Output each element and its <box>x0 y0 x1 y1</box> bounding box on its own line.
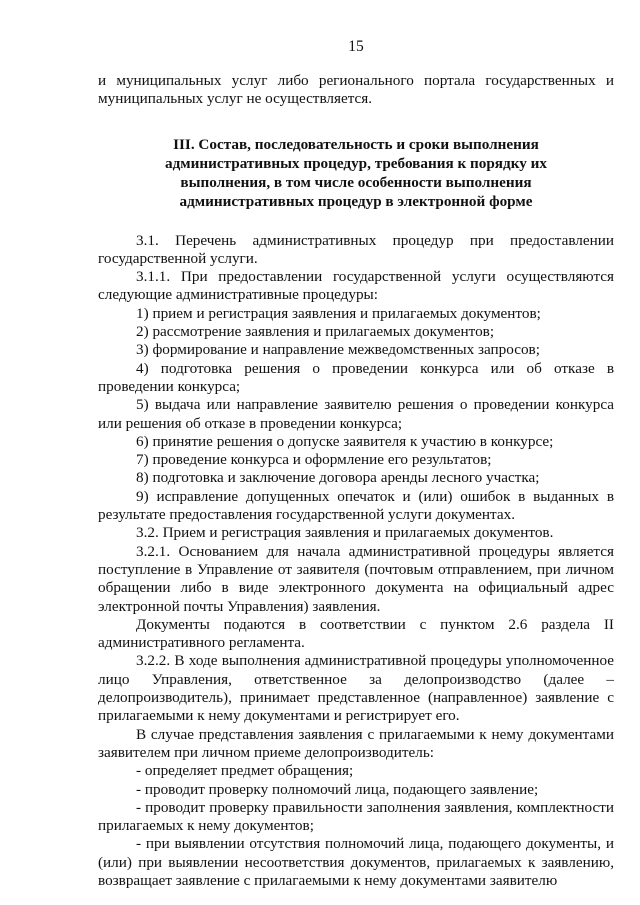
paragraph-list <box>98 232 614 891</box>
paragraph: - определяет предмет обращения; <box>136 762 354 780</box>
paragraph: - при выявлении отсутствия полномочий лица, подающего документы, и (или) при выявлении несоответствия документов, прилагаемых к заявлению, возвращает заявление с прилагаемыми к нему документами заявителю <box>98 835 614 889</box>
paragraph: 7) проведение конкурса и оформление его результатов; <box>136 451 492 469</box>
paragraph: 8) подготовка и заключение договора аренды лесного участка; <box>136 469 540 487</box>
paragraph: 2) рассмотрение заявления и прилагаемых документов; <box>136 323 495 341</box>
intro-paragraph: и муниципальных услуг либо регионального портала государственных и муниципальных услуг не осуществляется. <box>98 72 614 108</box>
paragraph: 3.1.1. При предоставлении государственной услуги осуществляются следующие административные процедуры: <box>98 268 614 304</box>
paragraph: 5) выдача или направление заявителю решения о проведении конкурса или решения об отказе в проведении конкурса; <box>98 396 614 432</box>
paragraph: 3.2.1. Основанием для начала административной процедуры является поступление в Управление от заявителя (почтовым отправлением, при личном обращении либо в виде электронного документа на официальный адрес электронной почты Управления) заявления. <box>98 542 614 615</box>
paragraph: 3.2. Прием и регистрация заявления и прилагаемых документов. <box>136 524 554 542</box>
section-heading: III. Состав, последовательность и сроки выполнения административных процедур, требования к порядку их выполнения, в том числе особенности выполнения административных процедур в электронной форме <box>165 135 547 210</box>
paragraph: 3) формирование и направление межведомственных запросов; <box>136 341 540 359</box>
paragraph: Документы подаются в соответствии с пунктом 2.6 раздела II административного регламента. <box>98 615 614 652</box>
paragraph: - проводит проверку правильности заполнения заявления, комплектности прилагаемых к нему документов; <box>98 798 614 835</box>
page-number: 15 <box>348 38 364 55</box>
paragraph: В случае представления заявления с прилагаемыми к нему документами заявителем при личном приеме делопроизводитель: <box>98 725 614 761</box>
paragraph: 9) исправление допущенных опечаток и (или) ошибок в выданных в результате предоставления государственной услуги документах. <box>98 487 614 524</box>
paragraph: 3.2.2. В ходе выполнения административной процедуры уполномоченное лицо Управления, ответственное за делопроизводство (далее – делопроизводитель), принимает представленное (направленное) заявление с прилагаемыми к нему документами и регистрирует его. <box>98 652 614 725</box>
paragraph: 6) принятие решения о допуске заявителя к участию в конкурсе; <box>136 432 554 450</box>
paragraph: 3.1. Перечень административных процедур при предоставлении государственной услуги. <box>98 231 614 267</box>
paragraph: 4) подготовка решения о проведении конкурса или об отказе в проведении конкурса; <box>98 359 614 395</box>
paragraph: 1) прием и регистрация заявления и прилагаемых документов; <box>136 304 541 322</box>
paragraph: - проводит проверку полномочий лица, подающего заявление; <box>136 780 539 798</box>
document-body <box>98 72 614 890</box>
